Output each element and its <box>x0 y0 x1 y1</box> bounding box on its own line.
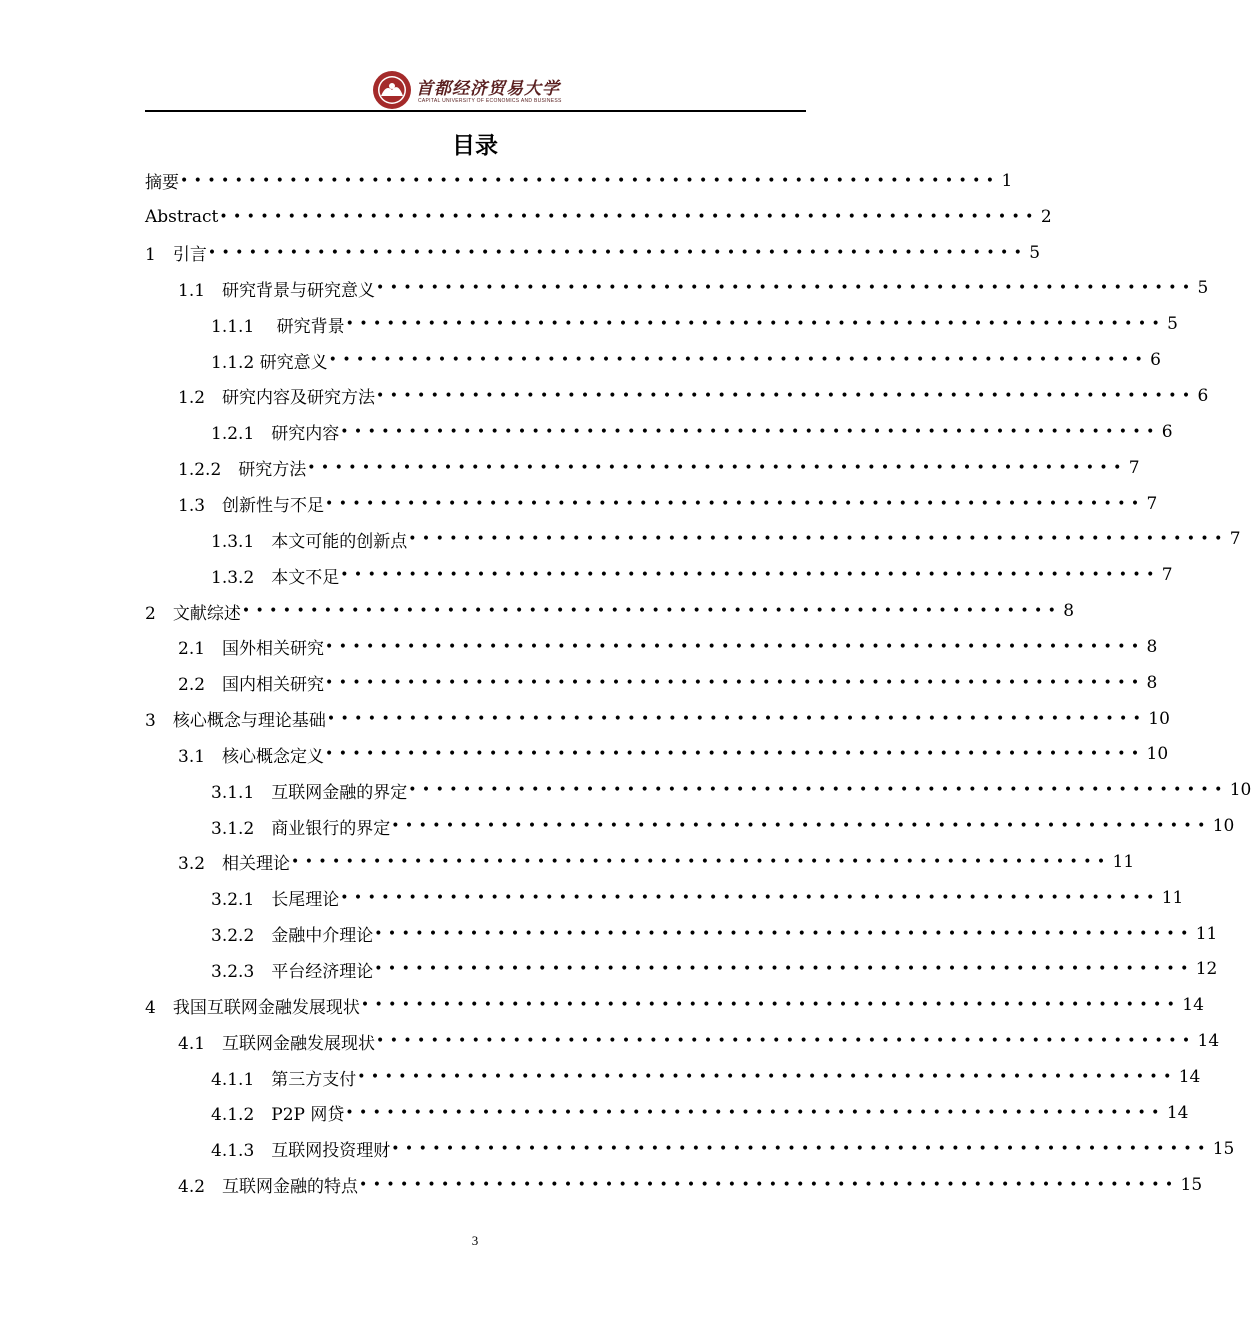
toc-entry-page: 8 <box>1146 636 1158 657</box>
toc-dot-leader: •••••••••••••••••••••••••••••••••••••••••••••••••••••••••••• <box>408 531 1228 548</box>
toc-entry[interactable] <box>145 450 1140 486</box>
toc-entry-page: 11 <box>1195 923 1218 944</box>
university-logo <box>372 70 582 110</box>
toc-entry[interactable] <box>145 1095 1189 1131</box>
toc-entry-page: 14 <box>1166 1102 1189 1123</box>
toc-entry-label: 1.3 创新性与不足 <box>178 496 325 517</box>
toc-entry-label: 3 核心概念与理论基础 <box>145 711 326 732</box>
toc-dot-leader: •••••••••••••••••••••••••••••••••••••••••••••••••••••••••••• <box>374 925 1194 942</box>
toc-dot-leader: •••••••••••••••••••••••••••••••••••••••••••••••••••••••••••• <box>360 997 1181 1014</box>
toc-dot-leader: •••••••••••••••••••••••••••••••••••••••••••••••••••••••••••• <box>340 567 1160 584</box>
toc-entry-page: 10 <box>1146 744 1169 765</box>
university-name-cn: 首都经济贸易大学 <box>416 79 560 99</box>
toc-entry-page: 15 <box>1180 1174 1203 1195</box>
toc-entry[interactable] <box>145 701 1170 737</box>
toc-entry-label: 1.2.1 研究内容 <box>211 424 340 445</box>
toc-entry[interactable] <box>145 772 1251 808</box>
toc-entry[interactable] <box>145 271 1209 307</box>
toc-dot-leader: •••••••••••••••••••••••••••••••••••••••••••••••••••••••••••• <box>325 746 1145 763</box>
toc-entry-label: 4 我国互联网金融发展现状 <box>145 997 360 1018</box>
toc-entry-page: 8 <box>1146 672 1158 693</box>
toc-entry-page: 7 <box>1161 565 1173 586</box>
toc-dot-leader: •••••••••••••••••••••••••••••••••••••••••••••••••••••••••••• <box>325 638 1145 655</box>
toc-dot-leader: •••••••••••••••••••••••••••••••••••••••••••••••••••••••••••• <box>391 818 1211 835</box>
toc-entry[interactable] <box>145 952 1218 988</box>
toc-dot-leader: •••••••••••••••••••••••••••••••••••••••••••••••••••••••••••• <box>345 316 1166 333</box>
toc-entry-label: 1.1.1 研究背景 <box>211 316 345 337</box>
toc-entry-label: 1 引言 <box>145 245 207 266</box>
toc-entry[interactable] <box>145 378 1209 414</box>
toc-entry[interactable] <box>145 1023 1220 1059</box>
toc-dot-leader: •••••••••••••••••••••••••••••••••••••••••••••••••••••••••••• <box>340 423 1160 440</box>
toc-dot-leader: •••••••••••••••••••••••••••••••••••••••••••••••••••••••••••• <box>326 710 1147 727</box>
toc-dot-leader: •••••••••••••••••••••••••••••••••••••••••••••••••••••••••••• <box>376 387 1196 404</box>
toc-entry-page: 14 <box>1178 1067 1201 1088</box>
toc-entry[interactable] <box>145 1167 1203 1203</box>
toc-dot-leader: •••••••••••••••••••••••••••••••••••••••••••••••••••••••••••• <box>374 961 1194 978</box>
toc-entry-label: 4.1 互联网金融发展现状 <box>178 1033 376 1054</box>
toc-entry-label: 1.3.1 本文可能的创新点 <box>211 531 408 552</box>
toc-entry-label: 1.2.2 研究方法 <box>178 460 307 481</box>
toc-dot-leader: •••••••••••••••••••••••••••••••••••••••••••••••••••••••••••• <box>325 495 1145 512</box>
toc-entry[interactable] <box>145 557 1173 593</box>
toc-entry[interactable] <box>145 521 1241 557</box>
toc-entry-label: 4.1.3 互联网投资理财 <box>211 1141 391 1162</box>
toc-dot-leader: •••••••••••••••••••••••••••••••••••••••••••••••••••••••••••• <box>307 459 1127 476</box>
toc-dot-leader: •••••••••••••••••••••••••••••••••••••••••••••••••••••••••••• <box>340 889 1160 906</box>
toc-dot-leader: •••••••••••••••••••••••••••••••••••••••••••••••••••••••••••• <box>241 603 1062 620</box>
toc-entry-label: Abstract <box>145 206 219 227</box>
toc-dot-leader: •••••••••••••••••••••••••••••••••••••••••••••••••••••••••••• <box>376 280 1196 297</box>
toc-entry[interactable] <box>145 844 1135 880</box>
toc-dot-leader: •••••••••••••••••••••••••••••••••••••••••••••••••••••••••••• <box>219 208 1039 225</box>
toc-entry-label: 3.1 核心概念定义 <box>178 746 325 767</box>
toc-entry-page: 14 <box>1182 995 1204 1016</box>
toc-entry[interactable] <box>145 342 1161 378</box>
toc-dot-leader: •••••••••••••••••••••••••••••••••••••••••••••••••••••••••••• <box>391 1140 1211 1157</box>
toc-entry-label: 3.2 相关理论 <box>178 854 291 875</box>
toc-entry-label: 4.1.1 第三方支付 <box>211 1069 357 1090</box>
toc-entry[interactable] <box>145 987 1204 1023</box>
toc-entry[interactable] <box>145 486 1158 522</box>
toc-entry-page: 5 <box>1167 314 1178 335</box>
toc-dot-leader: •••••••••••••••••••••••••••••••••••••••••••••••••••••••••••• <box>359 1176 1179 1193</box>
toc-entry-page: 10 <box>1229 780 1251 801</box>
toc-entry-page: 1 <box>1001 170 1013 191</box>
toc-entry[interactable] <box>145 665 1158 701</box>
toc-dot-leader: •••••••••••••••••••••••••••••••••••••••••••••••••••••••••••• <box>325 674 1145 691</box>
toc-entry-page: 6 <box>1197 385 1209 406</box>
toc-entry-page: 11 <box>1112 851 1135 872</box>
toc-entry-page: 7 <box>1229 529 1241 550</box>
toc-entry[interactable] <box>145 306 1178 342</box>
toc-entry[interactable] <box>145 1059 1201 1095</box>
toc-dot-leader: •••••••••••••••••••••••••••••••••••••••••••••••••••••••••••• <box>376 1033 1196 1050</box>
toc-entry-label: 4.2 互联网金融的特点 <box>178 1177 359 1198</box>
toc-entry-label: 1.3.2 本文不足 <box>211 567 340 588</box>
toc-entry-page: 2 <box>1040 206 1052 227</box>
toc-entry-page: 12 <box>1195 959 1218 980</box>
page-number: 3 <box>471 1233 479 1248</box>
page-header <box>145 66 806 112</box>
toc-dot-leader: •••••••••••••••••••••••••••••••••••••••••••••••••••••••••••• <box>180 172 1000 189</box>
toc-entry[interactable] <box>145 916 1218 952</box>
toc-dot-leader: •••••••••••••••••••••••••••••••••••••••••••••••••••••••••••• <box>408 782 1228 799</box>
toc-entry-page: 10 <box>1148 708 1170 729</box>
toc-entry[interactable] <box>145 199 1052 235</box>
toc-entry-page: 8 <box>1063 601 1075 622</box>
toc-entry-label: 2.2 国内相关研究 <box>178 675 325 696</box>
toc-entry-label: 3.1.1 互联网金融的界定 <box>211 782 408 803</box>
toc-entry[interactable] <box>145 880 1184 916</box>
toc-entry-label: 2.1 国外相关研究 <box>178 639 325 660</box>
toc-entry-page: 15 <box>1212 1138 1235 1159</box>
table-of-contents <box>145 163 1251 1202</box>
toc-entry[interactable] <box>145 737 1169 773</box>
toc-dot-leader: •••••••••••••••••••••••••••••••••••••••••••••••••••••••••••• <box>357 1069 1177 1086</box>
toc-title: 目录 <box>452 133 498 159</box>
university-name-en: CAPITAL UNIVERSITY OF ECONOMICS AND BUSINESS <box>418 98 562 104</box>
toc-dot-leader: •••••••••••••••••••••••••••••••••••••••••••••••••••••••••••• <box>207 244 1028 261</box>
toc-entry[interactable] <box>145 235 1041 271</box>
toc-entry-page: 5 <box>1029 242 1041 263</box>
header-rule <box>145 110 806 112</box>
toc-dot-leader: •••••••••••••••••••••••••••••••••••••••••••••••••••••••••••• <box>345 1104 1165 1121</box>
toc-entry-label: 1.1.2 研究意义 <box>211 352 328 373</box>
toc-entry-label: 3.2.2 金融中介理论 <box>211 926 374 947</box>
toc-entry-page: 11 <box>1161 887 1184 908</box>
toc-entry-page: 14 <box>1197 1031 1220 1052</box>
toc-entry-page: 7 <box>1128 457 1140 478</box>
toc-entry[interactable] <box>145 808 1235 844</box>
university-seal-icon <box>372 70 412 110</box>
toc-dot-leader: •••••••••••••••••••••••••••••••••••••••••••••••••••••••••••• <box>291 853 1111 870</box>
toc-entry-page: 7 <box>1146 493 1158 514</box>
toc-entry-page: 10 <box>1212 816 1235 837</box>
toc-entry-label: 3.2.1 长尾理论 <box>211 890 340 911</box>
toc-entry-label: 3.2.3 平台经济理论 <box>211 961 374 982</box>
toc-entry-label: 4.1.2 P2P 网贷 <box>211 1105 345 1126</box>
toc-entry-label: 1.1 研究背景与研究意义 <box>178 280 376 301</box>
toc-entry-label: 摘要 <box>145 173 179 194</box>
toc-dot-leader: •••••••••••••••••••••••••••••••••••••••••••••••••••••••••••• <box>328 352 1149 369</box>
toc-entry[interactable] <box>145 629 1158 665</box>
toc-entry-page: 6 <box>1161 421 1173 442</box>
toc-entry-label: 1.2 研究内容及研究方法 <box>178 388 376 409</box>
toc-entry-page: 5 <box>1197 278 1209 299</box>
toc-entry[interactable] <box>145 1131 1235 1167</box>
toc-entry[interactable] <box>145 593 1075 629</box>
toc-entry-label: 2 文献综述 <box>145 603 241 624</box>
toc-entry[interactable] <box>145 163 1013 199</box>
toc-entry-page: 6 <box>1150 350 1161 371</box>
toc-entry-label: 3.1.2 商业银行的界定 <box>211 818 391 839</box>
toc-entry[interactable] <box>145 414 1173 450</box>
